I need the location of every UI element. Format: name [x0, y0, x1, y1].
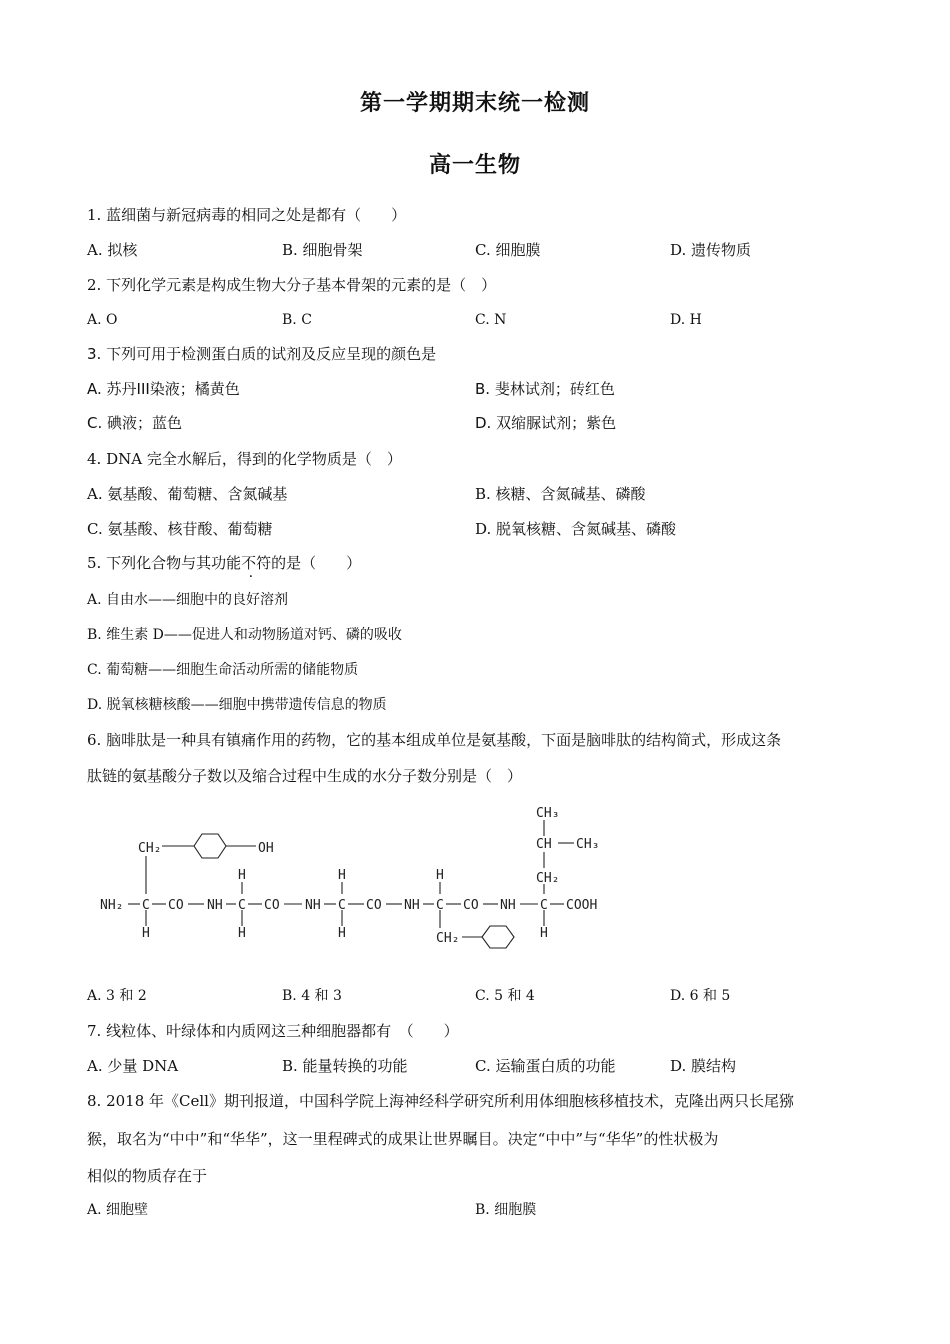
enkephalin-structure-diagram [90, 790, 630, 960]
structure-nh4-label: NH [500, 898, 516, 913]
q8-option-b: B. 细胞膜 [475, 1202, 537, 1218]
structure-ch3-label: CH₃ [536, 806, 560, 821]
structure-c5-label: C [540, 898, 548, 913]
q6-stem-line1: 6. 脑啡肽是一种具有镇痛作用的药物，它的基本组成单位是氨基酸，下面是脑啡肽的结构简式，形成这条 [87, 731, 782, 749]
structure-co4-label: CO [463, 898, 479, 913]
structure-h-label: H [238, 926, 246, 941]
structure-co3-label: CO [366, 898, 382, 913]
q8-option-a: A. 细胞壁 [87, 1202, 149, 1218]
q2-option-a: A. O [87, 312, 118, 328]
q7-option-a: A. 少量 DNA [87, 1057, 179, 1075]
q3-option-c: C. 碘液；蓝色 [87, 414, 183, 432]
structure-ch3-label: CH₃ [576, 837, 600, 852]
q8-stem-line2: 猴，取名为“中中”和“华华”，这一里程碑式的成果让世界瞩目。决定“中中”与“华华”的性状极为 [87, 1130, 719, 1148]
q2-option-c: C. N [475, 312, 507, 328]
structure-nh2-label: NH₂ [100, 898, 124, 913]
q1-stem: 1. 蓝细菌与新冠病毒的相同之处是都有（ ） [87, 206, 407, 224]
q5-stem-emphasis: 不 [241, 554, 257, 572]
q7-stem: 7. 线粒体、叶绿体和内质网这三种细胞器都有 （ ） [87, 1022, 459, 1040]
q1-option-c: C. 细胞膜 [475, 241, 541, 259]
structure-nh1-label: NH [207, 898, 223, 913]
structure-ch-label: CH [536, 837, 552, 852]
q2-option-b: B. C [282, 312, 312, 328]
q3-stem: 3. 下列可用于检测蛋白质的试剂及反应呈现的颜色是 [87, 345, 437, 363]
structure-co2-label: CO [264, 898, 280, 913]
q1-option-b: B. 细胞骨架 [282, 241, 363, 259]
q6-option-b: B. 4 和 3 [282, 988, 342, 1004]
exam-title: 第一学期期末统一检测 [359, 91, 590, 116]
structure-h-label: H [540, 926, 548, 941]
structure-co1-label: CO [168, 898, 184, 913]
q5-stem-part2: 符的是（ ） [256, 554, 362, 572]
structure-c4-label: C [436, 898, 444, 913]
structure-ch2-label: CH₂ [436, 931, 460, 946]
q6-option-c: C. 5 和 4 [475, 988, 535, 1004]
q2-stem: 2. 下列化学元素是构成生物大分子基本骨架的元素的是（ ） [87, 276, 497, 294]
structure-c1-label: C [142, 898, 150, 913]
structure-h-label: H [338, 868, 346, 883]
q8-stem-line1: 8. 2018 年《Cell》期刊报道，中国科学院上海神经科学研究所利用体细胞核移植技术，克隆出两只长尾猕 [87, 1092, 794, 1110]
q4-stem: 4. DNA 完全水解后，得到的化学物质是（ ） [87, 450, 402, 468]
structure-c3-label: C [338, 898, 346, 913]
structure-cooh-label: COOH [566, 898, 598, 913]
q3-option-b: B. 斐林试剂；砖红色 [475, 380, 615, 398]
q6-option-a: A. 3 和 2 [87, 988, 147, 1004]
exam-subtitle: 高一生物 [428, 153, 521, 178]
structure-h-label: H [238, 868, 246, 883]
q5-stem-part1: 5. 下列化合物与其功能 [87, 554, 242, 572]
q6-option-d: D. 6 和 5 [670, 988, 731, 1004]
q7-option-b: B. 能量转换的功能 [282, 1057, 408, 1075]
structure-nh3-label: NH [404, 898, 420, 913]
q6-stem-line2: 肽链的氨基酸分子数以及缩合过程中生成的水分子数分别是（ ） [87, 767, 523, 785]
structure-oh-label: OH [258, 841, 274, 856]
q8-stem-line3: 相似的物质存在于 [87, 1167, 208, 1185]
structure-h-label: H [142, 926, 150, 941]
q2-option-d: D. H [670, 312, 702, 328]
q5-option-a: A. 自由水——细胞中的良好溶剂 [87, 592, 289, 608]
q5-option-c: C. 葡萄糖——细胞生命活动所需的储能物质 [87, 662, 359, 678]
q4-option-d: D. 脱氧核糖、含氮碱基、磷酸 [475, 520, 677, 538]
q5-stem [87, 553, 361, 573]
q4-option-b: B. 核糖、含氮碱基、磷酸 [475, 485, 646, 503]
q3-option-a: A. 苏丹III染液；橘黄色 [87, 380, 240, 398]
q5-option-d: D. 脱氧核糖核酸——细胞中携带遗传信息的物质 [87, 697, 387, 713]
q5-option-b: B. 维生素 D——促进人和动物肠道对钙、磷的吸收 [87, 627, 402, 643]
structure-h-label: H [338, 926, 346, 941]
q1-option-d: D. 遗传物质 [670, 241, 752, 259]
q7-option-d: D. 膜结构 [670, 1057, 737, 1075]
structure-nh2b-label: NH [305, 898, 321, 913]
structure-ch2-label: CH₂ [138, 841, 162, 856]
q4-option-a: A. 氨基酸、葡萄糖、含氮碱基 [87, 485, 288, 503]
q1-option-a: A. 拟核 [87, 241, 138, 259]
structure-c2-label: C [238, 898, 246, 913]
q3-option-d: D. 双缩脲试剂；紫色 [475, 414, 617, 432]
structure-ch2-label: CH₂ [536, 871, 560, 886]
q7-option-c: C. 运输蛋白质的功能 [475, 1057, 616, 1075]
q4-option-c: C. 氨基酸、核苷酸、葡萄糖 [87, 520, 273, 538]
structure-h-label: H [436, 868, 444, 883]
